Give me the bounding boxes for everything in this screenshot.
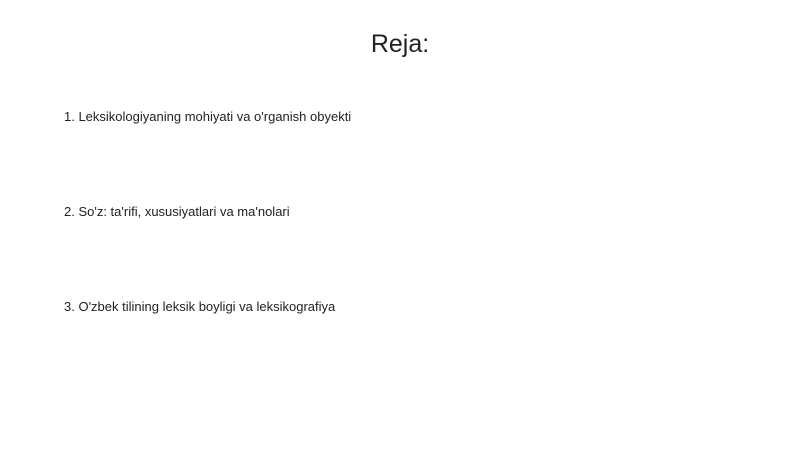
plan-item-1: 1. Leksikologiyaning mohiyati va o'rganish obyekti [64,109,352,124]
plan-item-3: 3. O'zbek tilining leksik boyligi va leksikografiya [64,299,336,314]
plan-item-2: 2. So'z: ta'rifi, xususiyatlari va ma'nolari [64,204,290,219]
plan-list [64,108,744,393]
slide-title: Reja: [370,30,430,58]
